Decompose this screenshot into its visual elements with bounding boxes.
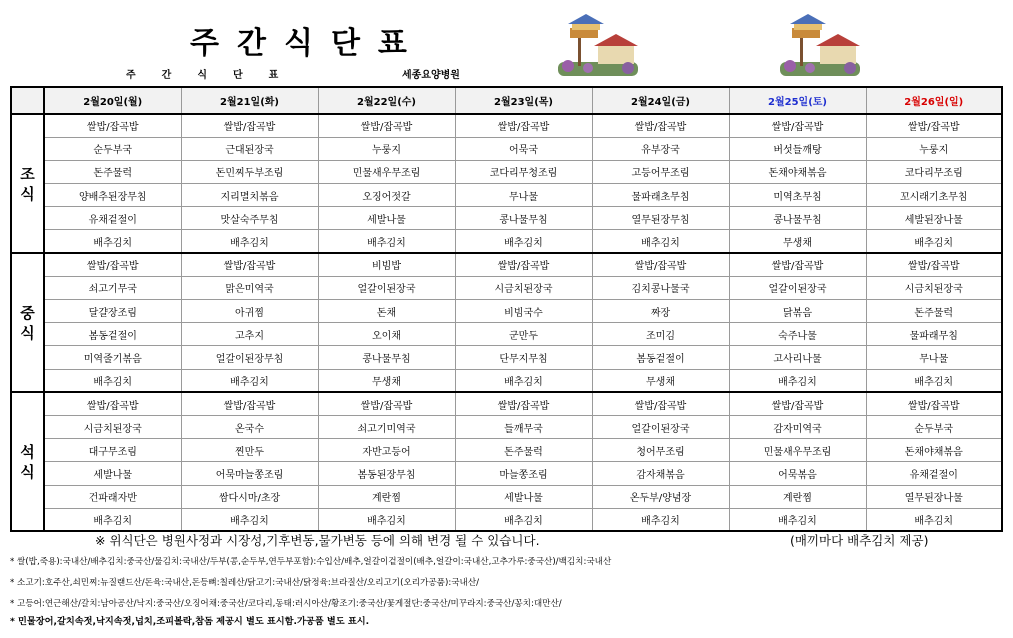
menu-item: 배추김치	[866, 230, 1002, 253]
menu-item: 물파래초무침	[592, 184, 729, 207]
menu-row	[11, 323, 1002, 346]
menu-item: 유채겉절이	[44, 207, 181, 230]
menu-item: 시금치된장국	[44, 415, 181, 438]
menu-item: 무생채	[729, 230, 866, 253]
menu-row	[11, 439, 1002, 462]
menu-item: 배추김치	[729, 369, 866, 392]
menu-item: 누룽지	[318, 137, 455, 160]
menu-item: 민물새우무조림	[729, 439, 866, 462]
menu-item: 미역줄기볶음	[44, 346, 181, 369]
menu-item: 청어무조림	[592, 439, 729, 462]
menu-item: 돈주물럭	[866, 300, 1002, 323]
menu-row	[11, 276, 1002, 299]
menu-item: 오징어젓갈	[318, 184, 455, 207]
menu-item: 감자미역국	[729, 415, 866, 438]
menu-item: 세발나물	[455, 485, 592, 508]
menu-item: 온국수	[181, 415, 318, 438]
day-header: 2월23일(목)	[455, 87, 592, 114]
menu-item: 어묵마늘쫑조림	[181, 462, 318, 485]
notice-text: ※ 위식단은 병원사정과 시장성,기후변동,물가변동 등에 의해 변경 될 수 있습니다.	[95, 533, 540, 548]
menu-item: 세발나물	[318, 207, 455, 230]
menu-item: 쌀밥/잡곡밥	[866, 114, 1002, 137]
menu-item: 숙주나물	[729, 323, 866, 346]
page-title: 주간식단표	[190, 26, 425, 61]
menu-row	[11, 346, 1002, 369]
menu-item: 배추김치	[455, 369, 592, 392]
menu-item: 온두부/양념장	[592, 485, 729, 508]
menu-item: 고등어무조림	[592, 160, 729, 183]
menu-item: 배추김치	[181, 508, 318, 531]
menu-item: 달걀장조림	[44, 300, 181, 323]
menu-item: 돈채야채볶음	[866, 439, 1002, 462]
menu-item: 쌀밥/잡곡밥	[44, 392, 181, 415]
menu-item: 쇠고기무국	[44, 276, 181, 299]
menu-item: 봄동겉절이	[44, 323, 181, 346]
menu-item: 얼갈이된장무침	[181, 346, 318, 369]
menu-item: 돈주물럭	[455, 439, 592, 462]
menu-item: 배추김치	[318, 508, 455, 531]
menu-item: 쌀밥/잡곡밥	[455, 392, 592, 415]
menu-item: 미역초무침	[729, 184, 866, 207]
house-illustration	[548, 10, 648, 80]
menu-item: 유채겉절이	[866, 462, 1002, 485]
menu-item: 자반고등어	[318, 439, 455, 462]
menu-item: 버섯들깨탕	[729, 137, 866, 160]
origin-line: * 쌀(밥,죽용):국내산/배추김치:중국산/물김치:국내산/두부(콩,순두부,연두부포함):수입산/배추,얼갈이겉절이(배추,얼갈이:국내산,고추가루:중국산)/백김치:국내산	[10, 557, 612, 567]
origin-line: * 소고기:호주산,쇠민찌:뉴질랜드산/돈육:국내산,돈등뼈:칠레산/닭고기:국내산/닭정육:브라질산/오리고기(오리가공품):국내산/	[10, 578, 480, 588]
menu-item: 마늘쫑조림	[455, 462, 592, 485]
menu-item: 쌀밥/잡곡밥	[318, 114, 455, 137]
meal-label: 조 식	[11, 114, 44, 253]
menu-item: 돈채야채볶음	[729, 160, 866, 183]
menu-item: 배추김치	[181, 369, 318, 392]
menu-item: 군만두	[455, 323, 592, 346]
menu-item: 건파래자반	[44, 485, 181, 508]
menu-item: 시금치된장국	[455, 276, 592, 299]
page-subtitle: 주간식단표	[126, 70, 305, 81]
menu-item: 코다리무청조림	[455, 160, 592, 183]
menu-item: 무나물	[455, 184, 592, 207]
menu-row	[11, 184, 1002, 207]
day-header: 2월24일(금)	[592, 87, 729, 114]
menu-item: 배추김치	[592, 508, 729, 531]
menu-item: 쌈다시마/초장	[181, 485, 318, 508]
menu-row	[11, 137, 1002, 160]
menu-item: 얼갈이된장국	[318, 276, 455, 299]
menu-item: 유부장국	[592, 137, 729, 160]
menu-item: 배추김치	[44, 508, 181, 531]
menu-item: 쌀밥/잡곡밥	[729, 253, 866, 276]
menu-item: 민물새우무조림	[318, 160, 455, 183]
menu-row	[11, 160, 1002, 183]
menu-item: 쌀밥/잡곡밥	[318, 392, 455, 415]
kimchi-notice: (매끼마다 배추김치 제공)	[790, 533, 929, 548]
menu-item: 쌀밥/잡곡밥	[592, 253, 729, 276]
menu-item: 배추김치	[455, 230, 592, 253]
menu-item: 배추김치	[44, 230, 181, 253]
day-header: 2월20일(월)	[44, 87, 181, 114]
menu-item: 쌀밥/잡곡밥	[729, 114, 866, 137]
menu-item: 쌀밥/잡곡밥	[729, 392, 866, 415]
menu-item: 봄동된장무침	[318, 462, 455, 485]
menu-item: 세발나물	[44, 462, 181, 485]
menu-item: 쌀밥/잡곡밥	[592, 114, 729, 137]
menu-item: 닭볶음	[729, 300, 866, 323]
menu-item: 조미김	[592, 323, 729, 346]
menu-item: 돈민찌두부조림	[181, 160, 318, 183]
menu-item: 짜장	[592, 300, 729, 323]
menu-item: 순두부국	[44, 137, 181, 160]
menu-row	[11, 253, 1002, 276]
origin-line: * 민물장어,갈치속젓,낙지속젓,넙치,조피볼락,참돔 제공시 별도 표시함.가공품 별도 표시.	[10, 616, 370, 627]
menu-item: 맛살숙주무침	[181, 207, 318, 230]
menu-item: 누룽지	[866, 137, 1002, 160]
menu-row	[11, 415, 1002, 438]
menu-item: 근대된장국	[181, 137, 318, 160]
menu-item: 계란찜	[318, 485, 455, 508]
house-illustration	[770, 10, 870, 80]
menu-row	[11, 300, 1002, 323]
menu-item: 세발된장나물	[866, 207, 1002, 230]
menu-row	[11, 508, 1002, 531]
menu-item: 지리멸치볶음	[181, 184, 318, 207]
menu-item: 단무지무침	[455, 346, 592, 369]
menu-item: 코다리무조림	[866, 160, 1002, 183]
weekly-menu-table	[10, 86, 1003, 532]
menu-item: 대구무조림	[44, 439, 181, 462]
menu-item: 비빔국수	[455, 300, 592, 323]
menu-item: 열무된장무침	[592, 207, 729, 230]
menu-item: 배추김치	[181, 230, 318, 253]
day-header: 2월21일(화)	[181, 87, 318, 114]
menu-item: 쌀밥/잡곡밥	[44, 114, 181, 137]
menu-item: 돈채	[318, 300, 455, 323]
menu-item: 쌀밥/잡곡밥	[181, 253, 318, 276]
menu-item: 얼갈이된장국	[592, 415, 729, 438]
menu-row	[11, 114, 1002, 137]
day-header-saturday: 2월25일(토)	[729, 87, 866, 114]
menu-item: 쌀밥/잡곡밥	[866, 253, 1002, 276]
menu-item: 콩나물무침	[318, 346, 455, 369]
menu-row	[11, 207, 1002, 230]
menu-item: 쌀밥/잡곡밥	[44, 253, 181, 276]
menu-item: 콩나물무침	[729, 207, 866, 230]
menu-item: 배추김치	[866, 508, 1002, 531]
menu-item: 쌀밥/잡곡밥	[181, 114, 318, 137]
menu-item: 배추김치	[44, 369, 181, 392]
menu-item: 들깨무국	[455, 415, 592, 438]
menu-item: 쌀밥/잡곡밥	[181, 392, 318, 415]
hospital-name: 세종요양병원	[402, 70, 460, 81]
menu-item: 무나물	[866, 346, 1002, 369]
menu-row	[11, 462, 1002, 485]
menu-item: 배추김치	[455, 508, 592, 531]
menu-row	[11, 230, 1002, 253]
menu-item: 배추김치	[729, 508, 866, 531]
corner-cell	[11, 87, 44, 114]
menu-item: 열무된장나물	[866, 485, 1002, 508]
menu-item: 돈주물럭	[44, 160, 181, 183]
menu-item: 쌀밥/잡곡밥	[455, 253, 592, 276]
menu-item: 꼬시래기초무침	[866, 184, 1002, 207]
day-header: 2월22일(수)	[318, 87, 455, 114]
menu-row	[11, 392, 1002, 415]
menu-item: 무생채	[592, 369, 729, 392]
menu-item: 시금치된장국	[866, 276, 1002, 299]
menu-item: 순두부국	[866, 415, 1002, 438]
menu-item: 아귀찜	[181, 300, 318, 323]
day-header-row	[11, 87, 1002, 114]
menu-item: 고추지	[181, 323, 318, 346]
menu-item: 맑은미역국	[181, 276, 318, 299]
menu-item: 어묵국	[455, 137, 592, 160]
menu-item: 고사리나물	[729, 346, 866, 369]
menu-item: 얼갈이된장국	[729, 276, 866, 299]
menu-item: 쌀밥/잡곡밥	[455, 114, 592, 137]
menu-item: 계란찜	[729, 485, 866, 508]
menu-item: 찐만두	[181, 439, 318, 462]
meal-label: 중 식	[11, 253, 44, 392]
menu-item: 봄동겉절이	[592, 346, 729, 369]
menu-item: 콩나물무침	[455, 207, 592, 230]
menu-item: 쇠고기미역국	[318, 415, 455, 438]
menu-item: 양배추된장무침	[44, 184, 181, 207]
menu-item: 오이채	[318, 323, 455, 346]
menu-item: 쌀밥/잡곡밥	[866, 392, 1002, 415]
origin-line: * 고등어:연근해산/갈치:남아공산/낙지:중국산/오징어채:중국산/코다리,동태:러시아산/황조기:중국산/꽃게절단:중국산/미꾸라지:중국산/꽁치:대만산/	[10, 599, 562, 609]
menu-item: 쌀밥/잡곡밥	[592, 392, 729, 415]
menu-item: 김치콩나물국	[592, 276, 729, 299]
menu-item: 무생채	[318, 369, 455, 392]
menu-item: 물파래무침	[866, 323, 1002, 346]
meal-label: 석 식	[11, 392, 44, 531]
menu-row	[11, 485, 1002, 508]
menu-item: 배추김치	[592, 230, 729, 253]
menu-item: 어묵볶음	[729, 462, 866, 485]
menu-item: 배추김치	[318, 230, 455, 253]
menu-item: 감자채볶음	[592, 462, 729, 485]
menu-row	[11, 369, 1002, 392]
day-header-sunday: 2월26일(일)	[866, 87, 1002, 114]
menu-item: 비빔밥	[318, 253, 455, 276]
menu-item: 배추김치	[866, 369, 1002, 392]
